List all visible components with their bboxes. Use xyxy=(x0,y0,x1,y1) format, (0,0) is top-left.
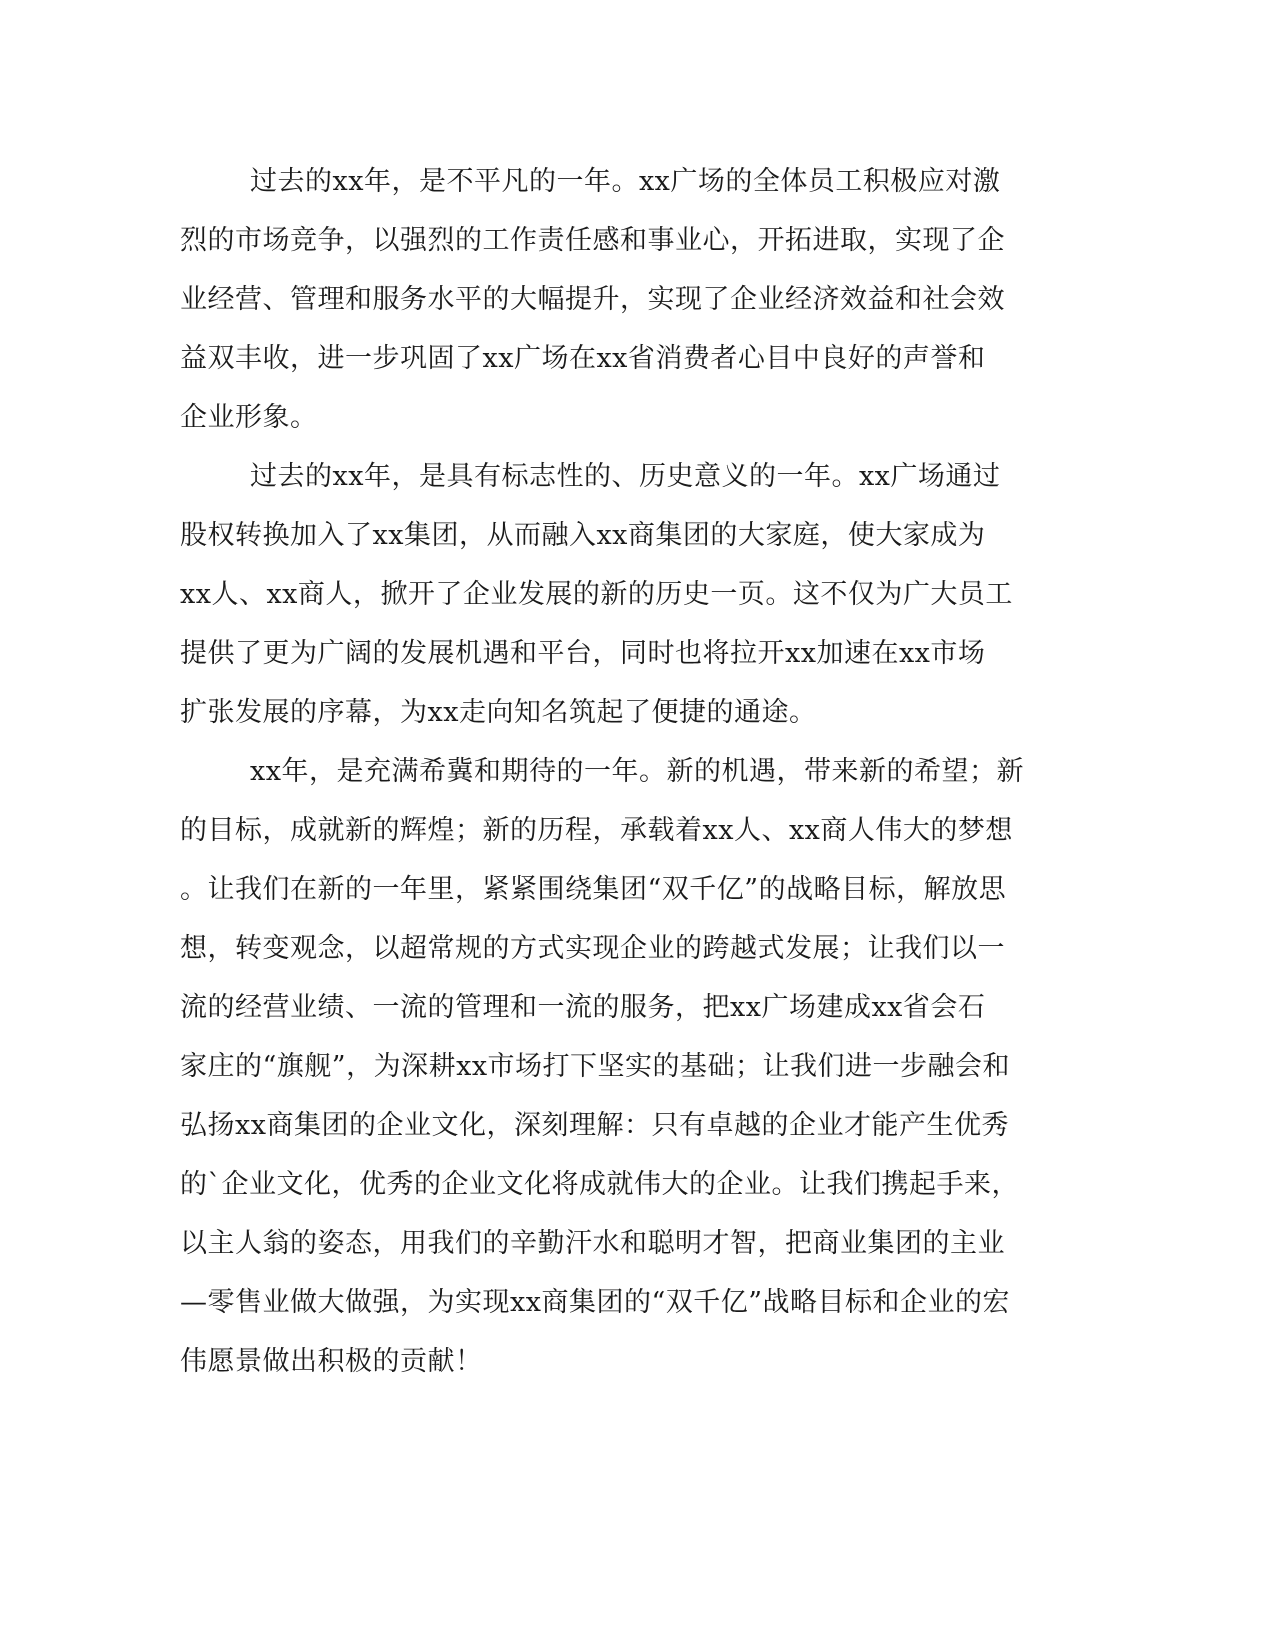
paragraph-1-line-2: 烈的市场竞争，以强烈的工作责任感和事业心，开拓进取，实现了企 xyxy=(180,225,1005,256)
paragraph-1-line-5: 企业形象。 xyxy=(180,402,318,433)
paragraph-3-line-7: 弘扬xx商集团的企业文化，深刻理解：只有卓越的企业才能产生优秀 xyxy=(180,1110,1009,1141)
paragraph-2-line-4: 提供了更为广阔的发展机遇和平台，同时也将拉开xx加速在xx市场 xyxy=(180,638,986,669)
paragraph-2-line-5: 扩张发展的序幕，为xx走向知名筑起了便捷的通途。 xyxy=(180,697,817,728)
paragraph-3-line-2: 的目标，成就新的辉煌；新的历程，承载着xx人、xx商人伟大的梦想 xyxy=(180,815,1013,846)
paragraph-3-line-10: —零售业做大做强，为实现xx商集团的“双千亿”战略目标和企业的宏 xyxy=(180,1287,1011,1318)
paragraph-1-line-4: 益双丰收，进一步巩固了xx广场在xx省消费者心目中良好的声誉和 xyxy=(180,343,986,374)
paragraph-1-line-1: 过去的xx年，是不平凡的一年。xx广场的全体员工积极应对激 xyxy=(250,166,1001,197)
paragraph-3-line-9: 以主人翁的姿态，用我们的辛勤汗水和聪明才智，把商业集团的主业 xyxy=(180,1228,1005,1259)
paragraph-3-line-6: 家庄的“旗舰”，为深耕xx市场打下坚实的基础；让我们进一步融会和 xyxy=(180,1051,1011,1082)
paragraph-3-line-4: 想，转变观念，以超常规的方式实现企业的跨越式发展；让我们以一 xyxy=(180,933,1005,964)
paragraph-3-line-1: xx年，是充满希冀和期待的一年。新的机遇，带来新的希望；新 xyxy=(250,756,1024,787)
paragraph-3-line-11: 伟愿景做出积极的贡献！ xyxy=(180,1346,483,1377)
paragraph-2-line-1: 过去的xx年，是具有标志性的、历史意义的一年。xx广场通过 xyxy=(250,461,1001,492)
paragraph-3-line-5: 流的经营业绩、一流的管理和一流的服务，把xx广场建成xx省会石 xyxy=(180,992,986,1023)
paragraph-3-line-8: 的`企业文化，优秀的企业文化将成就伟大的企业。让我们携起手来， xyxy=(180,1169,1019,1200)
paragraph-2-line-2: 股权转换加入了xx集团，从而融入xx商集团的大家庭，使大家成为 xyxy=(180,520,986,551)
paragraph-3-line-3: 。让我们在新的一年里，紧紧围绕集团“双千亿”的战略目标，解放思 xyxy=(180,874,1007,905)
paragraph-2-line-3: xx人、xx商人，掀开了企业发展的新的历史一页。这不仅为广大员工 xyxy=(180,579,1013,610)
paragraph-1-line-3: 业经营、管理和服务水平的大幅提升，实现了企业经济效益和社会效 xyxy=(180,284,1005,315)
